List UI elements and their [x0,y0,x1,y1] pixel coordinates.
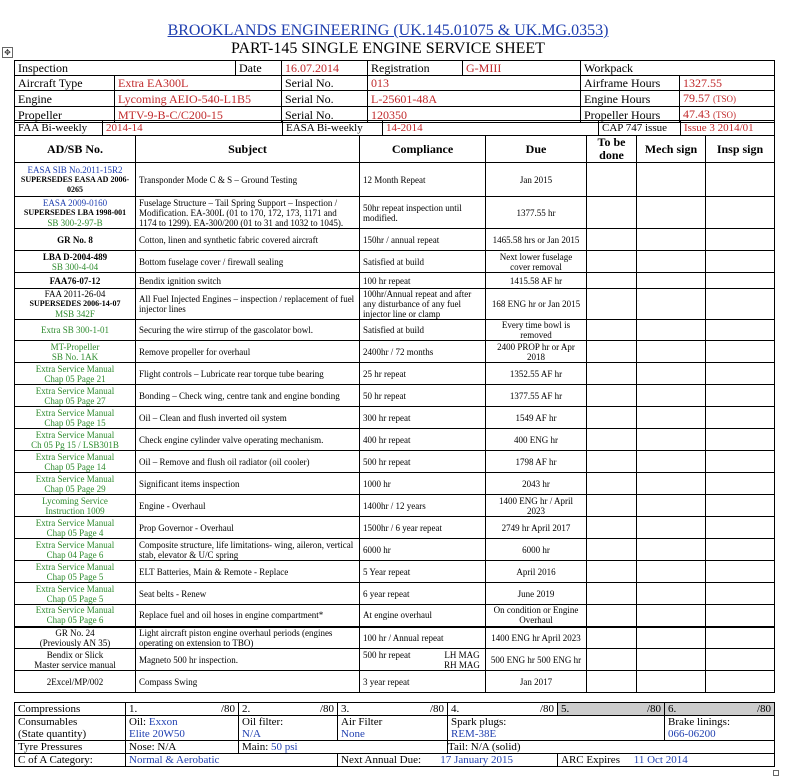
tyre-tail[interactable]: Tail: N/A (solid) [448,741,775,754]
easa-biweekly-label: EASA Bi-weekly [283,121,383,136]
brake-linings-value: 066-06200 [668,728,716,740]
insp-sign-cell[interactable] [706,197,775,229]
due-cell: On condition or Engine Overhaul [486,605,587,627]
date-label: Date [236,61,282,76]
compliance-cell: 400 hr repeat [360,429,486,451]
to-be-done-cell[interactable] [587,671,637,693]
mech-sign-cell[interactable] [637,289,706,320]
compliance-cell: 5 Year repeat [360,561,486,583]
table-move-handle-icon[interactable]: ✥ [2,47,13,58]
oil-cell[interactable]: Oil: Exxon Elite 20W50 [126,716,239,741]
mech-sign-cell[interactable] [637,320,706,341]
insp-sign-cell[interactable] [706,451,775,473]
ad-sb-ref: LBA D-2004-489 SB 300-4-04 [15,251,136,273]
to-be-done-cell[interactable] [587,320,637,341]
ad-sb-ref: Extra Service Manual Chap 04 Page 6 [15,539,136,561]
aircraft-serial-value[interactable]: 013 [368,76,581,91]
easa-biweekly-value[interactable]: 14-2014 [383,121,599,136]
compliance-cell: At engine overhaul [360,605,486,627]
compliance-cell: 25 hr repeat [360,363,486,385]
insp-sign-cell[interactable] [706,251,775,273]
due-cell: Jan 2017 [486,671,587,693]
table-row [15,451,775,473]
air-filter-value: None [341,728,365,740]
consumables-table [14,702,775,767]
mech-sign-cell[interactable] [637,197,706,229]
compliance-cell: 6 year repeat [360,583,486,605]
due-cell: Next lower fuselage cover removal [486,251,587,273]
due-cell: 168 ENG hr or Jan 2015 [486,289,587,320]
mech-sign-cell[interactable] [637,273,706,289]
compliance-cell: 12 Month Repeat [360,163,486,197]
mech-sign-cell[interactable] [637,561,706,583]
ad-sb-ref: Extra SB 300-1-01 [15,320,136,341]
to-be-done-cell[interactable] [587,627,637,649]
insp-sign-cell[interactable] [706,273,775,289]
ad-sb-ref: Extra Service Manual Chap 05 Page 5 [15,561,136,583]
to-be-done-cell[interactable] [587,289,637,320]
compression-cyl-3[interactable]: 3. /80 [338,703,448,716]
compression-cyl-6[interactable]: 6. /80 [665,703,775,716]
ad-sb-ref: Extra Service Manual Chap 05 Page 14 [15,451,136,473]
compliance-cell: 3 year repeat [360,671,486,693]
to-be-done-cell[interactable] [587,251,637,273]
due-cell: 6000 hr [486,539,587,561]
compliance-cell: 1500hr / 6 year repeat [360,517,486,539]
insp-sign-cell[interactable] [706,341,775,363]
ad-sb-ref: EASA 2009-0160 SUPERSEDES LBA 1998-001 SB 300-2-97-B [15,197,136,229]
next-annual-cell[interactable]: Next Annual Due: 17 January 2015 [338,754,558,767]
subject-cell: Bottom fuselage cover / firewall sealing [136,251,360,273]
to-be-done-cell[interactable] [587,517,637,539]
tyre-nose[interactable]: Nose: N/A [126,741,239,754]
table-row [15,429,775,451]
col-header-insp-sign: Insp sign [706,136,775,163]
ad-sb-ref: Extra Service Manual Chap 05 Page 6 [15,605,136,627]
mech-sign-cell[interactable] [637,495,706,517]
compression-cyl-4[interactable]: 4. /80 [448,703,558,716]
ad-sb-ref: Extra Service Manual Chap 05 Page 27 [15,385,136,407]
to-be-done-cell[interactable] [587,583,637,605]
propeller-serial-value[interactable]: 120350 [368,107,581,123]
compliance-cell: 300 hr repeat [360,407,486,429]
brake-linings-cell[interactable]: Brake linings: 066-06200 [665,716,775,741]
to-be-done-cell[interactable] [587,197,637,229]
ad-sb-ref: Extra Service Manual Chap 05 Page 21 [15,363,136,385]
insp-sign-cell[interactable] [706,517,775,539]
table-row [15,163,775,197]
mech-sign-cell[interactable] [637,163,706,197]
mech-sign-cell[interactable] [637,473,706,495]
subject-cell: Replace fuel and oil hoses in engine compartment* [136,605,360,627]
engine-label: Engine [15,91,115,107]
col-header-mech-sign: Mech sign [637,136,706,163]
compliance-cell: 50 hr repeat [360,385,486,407]
coa-category-label: C of A Category: [15,754,126,767]
col-header-subject: Subject [136,136,360,163]
compression-cyl-5[interactable]: 5. /80 [558,703,665,716]
tyre-pressures-label: Tyre Pressures [15,741,126,754]
due-cell: 1549 AF hr [486,407,587,429]
insp-sign-cell[interactable] [706,605,775,627]
ad-sb-ref: Extra Service Manual Chap 05 Page 29 [15,473,136,495]
mech-sign-cell[interactable] [637,363,706,385]
compliance-cell: 2400hr / 72 months [360,341,486,363]
propeller-label: Propeller [15,107,115,123]
insp-sign-cell[interactable] [706,627,775,649]
compliance-cell: 100 hr repeat [360,273,486,289]
table-row [15,407,775,429]
table-row [15,229,775,251]
propeller-serial-label: Serial No. [282,107,368,123]
due-cell: June 2019 [486,583,587,605]
insp-sign-cell[interactable] [706,561,775,583]
table-row [15,539,775,561]
due-cell: 1798 AF hr [486,451,587,473]
due-cell: April 2016 [486,561,587,583]
oil-brand: Exxon [148,716,178,728]
due-cell: 1415.58 AF hr [486,273,587,289]
ad-sb-ref: Extra Service Manual Chap 05 Page 15 [15,407,136,429]
table-row [15,273,775,289]
col-header-due: Due [486,136,587,163]
insp-sign-cell[interactable] [706,539,775,561]
faa-biweekly-value[interactable]: 2014-14 [103,121,283,136]
mech-sign-cell[interactable] [637,627,706,649]
col-header-compliance: Compliance [360,136,486,163]
due-cell: 1377.55 AF hr [486,385,587,407]
spark-plugs-value: REM-38E [451,728,497,740]
to-be-done-cell[interactable] [587,363,637,385]
due-cell: 2043 hr [486,473,587,495]
engine-serial-value[interactable]: L-25601-48A [368,91,581,107]
ad-sb-table [14,135,775,693]
oil-filter-value: N/A [242,728,261,740]
subject-cell: All Fuel Injected Engines – inspection / replacement of fuel injector lines [136,289,360,320]
oil-filter-cell[interactable]: Oil filter: N/A [239,716,338,741]
table-row [15,473,775,495]
subject-cell: Composite structure, life limitations- wing, aileron, vertical stab, elevator & U/C spring [136,539,360,561]
due-cell: 1400 ENG hr April 2023 [486,627,587,649]
compliance-cell: 1400hr / 12 years [360,495,486,517]
mech-sign-cell[interactable] [637,583,706,605]
subject-cell: Bendix ignition switch [136,273,360,289]
insp-sign-cell[interactable] [706,495,775,517]
workpack-label: Workpack [581,61,775,76]
compression-cyl-1[interactable]: 1. /80 [126,703,239,716]
air-filter-cell[interactable]: Air Filter None [338,716,448,741]
to-be-done-cell[interactable] [587,649,637,671]
table-row [15,671,775,693]
magneto-sides: LH MAG RH MAG [444,649,480,670]
engine-hours-value[interactable]: 79.57 (TSO) [680,91,775,107]
engine-hours-label: Engine Hours [581,91,680,107]
subject-cell: Magneto 500 hr inspection. [136,649,360,671]
insp-sign-cell[interactable] [706,163,775,197]
aircraft-type-label: Aircraft Type [15,76,115,91]
table-row [15,605,775,627]
to-be-done-cell[interactable] [587,163,637,197]
to-be-done-cell[interactable] [587,605,637,627]
col-header-ad-sb: AD/SB No. [15,136,136,163]
subject-cell: Bonding – Check wing, centre tank and engine bonding [136,385,360,407]
consumables-label: Consumables (State quantity) [15,716,126,741]
registration-value[interactable]: G-MIII [463,61,581,76]
registration-label: Registration [368,61,463,76]
insp-sign-cell[interactable] [706,363,775,385]
faa-biweekly-label: FAA Bi-weekly [15,121,103,136]
to-be-done-cell[interactable] [587,451,637,473]
mech-sign-cell[interactable] [637,385,706,407]
compliance-cell: 100hr/Annual repeat and after any disturbance of any fuel injector line or clamp [360,289,486,320]
engine-tso: (TSO) [713,94,736,104]
due-cell: 1352.55 AF hr [486,363,587,385]
due-cell: 2749 hr April 2017 [486,517,587,539]
table-row [15,251,775,273]
insp-sign-cell[interactable] [706,429,775,451]
mech-sign-cell[interactable] [637,517,706,539]
sheet-title: PART-145 SINGLE ENGINE SERVICE SHEET [231,40,545,57]
to-be-done-cell[interactable] [587,407,637,429]
subject-cell: Oil – Clean and flush inverted oil system [136,407,360,429]
table-row [15,561,775,583]
table-row [15,517,775,539]
insp-sign-cell[interactable] [706,671,775,693]
ad-sb-ref: FAA76-07-12 [15,273,136,289]
tyre-main[interactable]: Main: 50 psi [239,741,448,754]
airframe-hours-value[interactable]: 1327.55 [680,76,775,91]
to-be-done-cell[interactable] [587,273,637,289]
due-cell: 1377.55 hr [486,197,587,229]
aircraft-serial-label: Serial No. [282,76,368,91]
subject-cell: Securing the wire stirrup of the gascolator bowl. [136,320,360,341]
ad-sb-ref: FAA 2011-26-04 SUPERSEDES 2006-14-07 MSB 342F [15,289,136,320]
subject-cell: Oil – Remove and flush oil radiator (oil cooler) [136,451,360,473]
to-be-done-cell[interactable] [587,429,637,451]
ad-sb-ref: Lycoming Service Instruction 1009 [15,495,136,517]
insp-sign-cell[interactable] [706,583,775,605]
table-row [15,289,775,320]
table-row [15,197,775,229]
due-cell: 400 ENG hr [486,429,587,451]
ad-sb-ref: 2Excel/MP/002 [15,671,136,693]
compliance-cell: 500 hr repeat [360,451,486,473]
subject-cell: Check engine cylinder valve operating mechanism. [136,429,360,451]
cap-issue-label: CAP 747 issue [599,121,681,136]
compliance-cell: 100 hr / Annual repeat [360,627,486,649]
propeller-tso: (TSO) [713,110,736,120]
subject-cell: Flight controls – Lubricate rear torque tube bearing [136,363,360,385]
subject-cell: Remove propeller for overhaul [136,341,360,363]
ad-sb-ref: GR No. 24 (Previously AN 35) [15,627,136,649]
mech-sign-cell[interactable] [637,429,706,451]
due-cell: 1400 ENG hr / April 2023 [486,495,587,517]
table-row [15,385,775,407]
mech-sign-cell[interactable] [637,451,706,473]
table-row [15,649,775,671]
subject-cell: Compass Swing [136,671,360,693]
table-row [15,320,775,341]
aircraft-info-table [14,60,775,123]
due-cell: Every time bowl is removed [486,320,587,341]
subject-cell: Fuselage Structure – Tail Spring Support – Inspection / Modification. EA-300L (01 to 170, 172, 173, 1171 and 1174 to 1299). EA-300/200 (01 to 31 and 1032 to 1045). [136,197,360,229]
to-be-done-cell[interactable] [587,539,637,561]
biweekly-table [14,120,775,136]
compression-cyl-2[interactable]: 2. /80 [239,703,338,716]
engine-serial-label: Serial No. [282,91,368,107]
table-row [15,627,775,649]
subject-cell: ELT Batteries, Main & Remote - Replace [136,561,360,583]
mech-sign-cell[interactable] [637,605,706,627]
to-be-done-cell[interactable] [587,495,637,517]
oil-grade: Elite 20W50 [129,728,185,740]
col-header-to-be-done: To be done [587,136,637,163]
insp-sign-cell[interactable] [706,473,775,495]
resize-handle-icon[interactable] [773,770,779,776]
to-be-done-cell[interactable] [587,229,637,251]
compliance-cell: 150hr / annual repeat [360,229,486,251]
compliance-cell: Satisfied at build [360,251,486,273]
mech-sign-cell[interactable] [637,251,706,273]
mech-sign-cell[interactable] [637,649,706,671]
compliance-cell: 6000 hr [360,539,486,561]
insp-sign-cell[interactable] [706,385,775,407]
mech-sign-cell[interactable] [637,407,706,429]
propeller-hours-value[interactable]: 47.43 (TSO) [680,107,775,123]
table-row [15,495,775,517]
subject-cell: Engine - Overhaul [136,495,360,517]
due-cell: 500 ENG hr 500 ENG hr [486,649,587,671]
ad-sb-ref: Bendix or Slick Master service manual [15,649,136,671]
company-title: BROOKLANDS ENGINEERING (UK.145.01075 & UK.MG.0353) [167,22,609,39]
due-cell: 1465.58 hrs or Jan 2015 [486,229,587,251]
inspection-label: Inspection [15,61,236,76]
compressions-label: Compressions [15,703,126,716]
subject-cell: Seat belts - Renew [136,583,360,605]
compliance-cell: 50hr repeat inspection until modified. [360,197,486,229]
subject-cell: Transponder Mode C & S – Ground Testing [136,163,360,197]
mech-sign-cell[interactable] [637,229,706,251]
table-row [15,583,775,605]
mech-sign-cell[interactable] [637,671,706,693]
due-cell: Jan 2015 [486,163,587,197]
spark-plugs-cell[interactable]: Spark plugs: REM-38E [448,716,665,741]
table-row [15,363,775,385]
aircraft-type-value[interactable]: Extra EA300L [115,76,282,91]
mech-sign-cell[interactable] [637,341,706,363]
ad-sb-ref: Extra Service Manual Ch 05 Pg 15 / LSB301B [15,429,136,451]
coa-category-value[interactable]: Normal & Aerobatic [126,754,338,767]
due-cell: 2400 PROP hr or Apr 2018 [486,341,587,363]
ad-sb-ref: MT-Propeller SB No. 1AK [15,341,136,363]
engine-value[interactable]: Lycoming AEIO-540-L1B5 [115,91,282,107]
ad-sb-ref: Extra Service Manual Chap 05 Page 4 [15,517,136,539]
subject-cell: Prop Governor - Overhaul [136,517,360,539]
insp-sign-cell[interactable] [706,289,775,320]
to-be-done-cell[interactable] [587,473,637,495]
cap-issue-value[interactable]: Issue 3 2014/01 [681,121,775,136]
subject-cell: Cotton, linen and synthetic fabric covered aircraft [136,229,360,251]
subject-cell: Light aircraft piston engine overhaul periods (engines operating on extension to TBO) [136,627,360,649]
airframe-hours-label: Airframe Hours [581,76,680,91]
insp-sign-cell[interactable] [706,649,775,671]
propeller-value[interactable]: MTV-9-B-C/C200-15 [115,107,282,123]
arc-expires-cell[interactable]: ARC Expires 11 Oct 2014 [558,754,775,767]
mech-sign-cell[interactable] [637,539,706,561]
ad-sb-ref: Extra Service Manual Chap 05 Page 5 [15,583,136,605]
ad-sb-ref: EASA SIB No.2011-15R2 SUPERSEDES EASA AD 2006-0265 [15,163,136,197]
propeller-hours-label: Propeller Hours [581,107,680,123]
compliance-cell: Satisfied at build [360,320,486,341]
ad-sb-ref: GR No. 8 [15,229,136,251]
to-be-done-cell[interactable] [587,341,637,363]
insp-sign-cell[interactable] [706,229,775,251]
compliance-cell: LH MAG RH MAG 500 hr repeat [360,649,486,671]
table-row [15,341,775,363]
date-value[interactable]: 16.07.2014 [282,61,368,76]
insp-sign-cell[interactable] [706,320,775,341]
insp-sign-cell[interactable] [706,407,775,429]
to-be-done-cell[interactable] [587,561,637,583]
to-be-done-cell[interactable] [587,385,637,407]
compliance-cell: 1000 hr [360,473,486,495]
subject-cell: Significant items inspection [136,473,360,495]
